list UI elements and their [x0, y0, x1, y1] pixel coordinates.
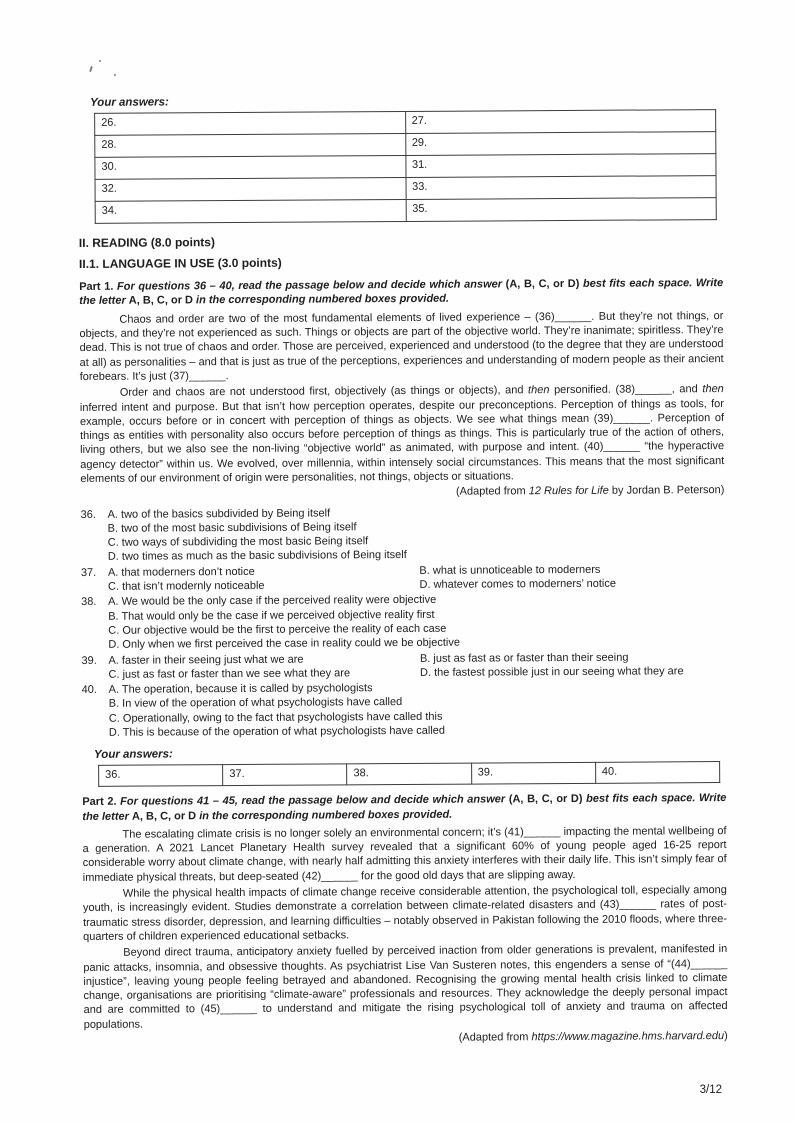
question-number: 36. — [80, 508, 96, 521]
scan-tick — [89, 66, 92, 72]
question-38 — [81, 591, 725, 652]
scan-dot — [99, 60, 101, 62]
option-a: A. faster in their seeing just what we are — [108, 653, 304, 667]
part1-label: Part 1. — [79, 280, 114, 294]
part2-paragraph-2: While the physical health impacts of climate change receive considerable attention, the psychological toll, especially among youth, is increasingly evident. Studies demonstrate a correlation between climate-related disasters and (43)______ rates of post-traumatic stress disorder, depression, and learning difficulties – notably observed in Pakistan following the 2010 floods, where three-quarters of children experienced educational setbacks. — [82, 884, 728, 943]
answer-cell-37: 37. — [223, 764, 347, 786]
option-a: A. The operation, because it is called by psychologists — [108, 682, 373, 696]
part1-paragraph-1: Chaos and order are two of the most fundamental elements of lived experience – (36)______. But they’re not things, or objects, and they’re not experienced as such. Things or objects are part of the objective world. They’re inanimate; spiritless. They’re dead. This is not true of chaos and order. Those are perceived, experienced and understood (to the degree that they are understood at all) as personalities – and that is just as true of the perceptions, experiences and understanding of modern people as their ancient forebears. It’s just (37)______. — [79, 309, 724, 383]
answer-cell-39: 39. — [471, 763, 595, 785]
answer-cell-31: 31. — [405, 154, 716, 178]
option-b: B. In view of the operation of what psychologists have called — [108, 696, 403, 711]
part2-source-credit: (Adapted from https://www.magazine.hms.harvard.edu) — [458, 1030, 728, 1044]
answers-label-top: Your answers: — [90, 96, 169, 109]
option-a: A. that moderners don’t notice — [107, 565, 255, 579]
part1-paragraph-2: Order and chaos are not understood first, objectively (as things or objects), and then personified. (38)______, and then inferred intent and purpose. But that isn’t how perception operates, despite our preconceptions. Perception of things as tools, for example, occurs before or in concert with perception of things as objects. We see what things mean (39)______. Perception of things as entities with personality also occurs before perception of things as things. This is particularly true of the action of others, living others, but we also see the non-living “objective world” as animated, with purpose and intent. (40)______ “the hyperactive agency detector” within us. We evolved, over millennia, within intensely social circumstances. This means that the most significant elements of our environment of origin were personalities, not things, objects or situations. — [79, 383, 725, 485]
answers-table-26-35 — [94, 109, 717, 224]
option-d: D. two times as much as the basic subdivisions of Being itself — [107, 549, 407, 564]
option-d: D. whatever comes to moderners’ notice — [419, 577, 616, 591]
question-options — [109, 679, 726, 740]
part2-label: Part 2. — [82, 796, 117, 809]
part2-paragraph-1: The escalating climate crisis is no longer solely an environmental concern; it’s (41)______ impacting the mental wellbeing of a generation. A 2021 Lancet Planetary Health survey revealed that a significant 60% of young people aged 16-25 report considerable worry about climate change, with nearly half admitting this anxiety interferes with their daily life. This isn’t simply fear of immediate physical threats, but deep-seated (42)______ for the good old days that are slipping away. — [82, 824, 727, 884]
option-b: B. That would only be the case if we perceived objective reality first — [108, 608, 435, 623]
page-content — [78, 92, 728, 1047]
option-b: B. two of the most basic subdivisions of Being itself — [107, 521, 357, 535]
answer-cell-36: 36. — [99, 765, 223, 787]
option-a: A. two of the basics subdivided by Being itself — [107, 507, 331, 521]
option-a: A. We would be the only case if the perceived reality were objective — [108, 594, 437, 609]
answer-cell-26: 26. — [95, 111, 406, 135]
question-37 — [81, 562, 725, 595]
option-c: C. Our objective would be the first to perceive the reality of each case — [108, 622, 447, 637]
option-c: C. just as fast or faster than we see what they are — [108, 667, 351, 681]
answer-cell-27: 27. — [405, 110, 716, 134]
answer-cell-28: 28. — [95, 133, 406, 157]
answer-cell-33: 33. — [406, 176, 717, 200]
page-number: 3/12 — [699, 1084, 722, 1096]
answer-cell-35: 35. — [406, 198, 717, 222]
question-40 — [82, 679, 726, 740]
part2-paragraph-3: Beyond direct trauma, anticipatory anxiety fuelled by perceived inaction from older generations is prevalent, manifested in panic attacks, insomnia, and obsessive thoughts. As psychiatrist Lise Van Susteren notes, this engenders a sense of “(44)______ injustice”, leaving young people feeling betrayed and abandoned. Recognising the growing mental health crisis linked to climate change, organisations are prioritising “climate-aware” professionals and resources. They acknowledge the deeply personal impact and are committed to (45)______ to understand and mitigate the rising psychological toll of anxiety and trauma on affected populations. — [83, 943, 728, 1031]
answer-cell-38: 38. — [347, 763, 471, 785]
part1-instructions: Part 1. For questions 36 – 40, read the passage below and decide which answer (A, B, C, or D) best fits each space. Write the letter A, B, C, or D in the corresponding numbered boxes provided. — [79, 277, 724, 308]
answers-table-36-40 — [98, 761, 720, 787]
question-number: 37. — [80, 566, 97, 579]
question-options — [108, 650, 725, 682]
answer-cell-29: 29. — [405, 132, 716, 156]
option-d: D. the fastest possible just in our seeing what they are — [419, 665, 684, 679]
answer-cell-32: 32. — [95, 177, 406, 201]
section-subheading-language-in-use: II.1. LANGUAGE IN USE (3.0 points) — [78, 255, 282, 271]
answer-cell-30: 30. — [95, 155, 406, 179]
scan-dot — [114, 74, 116, 76]
question-options — [108, 504, 725, 565]
question-options — [108, 591, 725, 652]
table-row — [99, 762, 720, 787]
option-d: D. Only when we first perceived the case in reality could we be objective — [108, 636, 460, 652]
part1-questions — [81, 504, 726, 741]
section-heading-reading: II. READING (8.0 points) — [78, 235, 215, 250]
answers-label-part1: Your answers: — [93, 748, 173, 762]
answer-cell-34: 34. — [95, 199, 406, 223]
question-number: 39. — [81, 654, 97, 667]
question-options — [108, 562, 725, 594]
question-number: 38. — [81, 596, 97, 609]
option-c: C. Operationally, owing to the fact that psychologists have called this — [108, 710, 443, 725]
option-c: C. two ways of subdividing the most basic Being itself — [107, 535, 369, 549]
option-b: B. just as fast as or faster than their seeing — [419, 651, 629, 665]
option-b: B. what is unnoticeable to moderners — [419, 563, 601, 577]
question-39 — [81, 650, 725, 683]
question-number: 40. — [81, 684, 97, 697]
option-d: D. This is because of the operation of what psychologists have called — [108, 724, 446, 739]
table-row — [95, 198, 716, 224]
option-c: C. that isn’t modernly noticeable — [107, 579, 265, 593]
part2-section — [82, 791, 728, 1047]
answer-cell-40: 40. — [595, 762, 719, 784]
part2-instructions: Part 2. For questions 41 – 45, read the passage below and decide which answer (A, B, C, or D) best fits each space. Write the letter A, B, C, or D in the corresponding numbered boxes provided. — [82, 792, 727, 823]
question-36 — [81, 504, 725, 565]
part1-source-credit: (Adapted from 12 Rules for Life by Jordan B. Peterson) — [455, 484, 725, 498]
